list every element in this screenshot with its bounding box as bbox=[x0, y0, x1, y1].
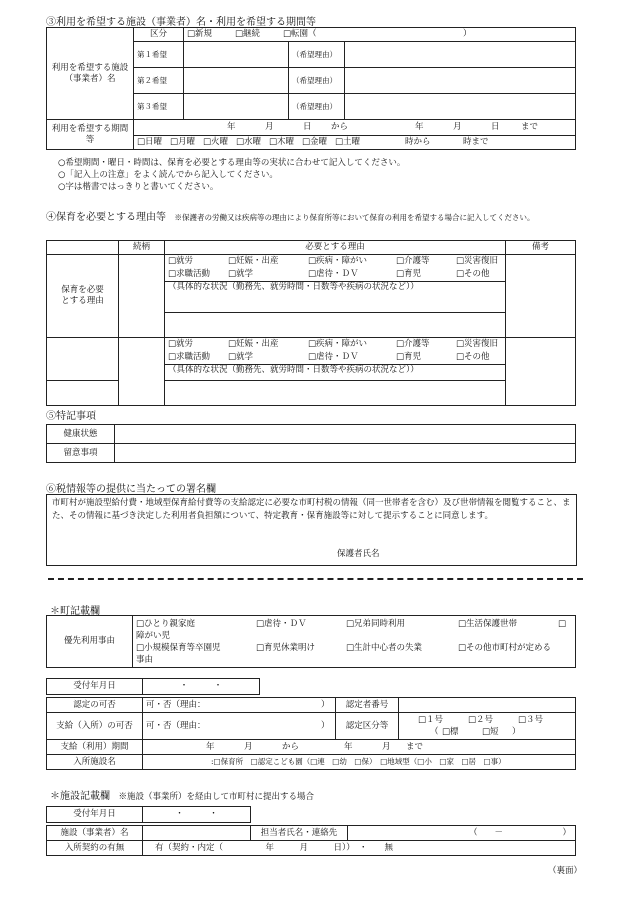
back-side-label: （裏面） bbox=[548, 866, 583, 876]
wish-1-label: 第１希望 bbox=[134, 42, 184, 68]
cert-no-field[interactable] bbox=[399, 698, 576, 713]
reason-row-label-cont bbox=[47, 338, 119, 381]
approval-field[interactable]: 可・否（理由： ） bbox=[143, 698, 336, 713]
fac-received-table bbox=[46, 806, 251, 823]
cert-class-label: 認定区分等 bbox=[336, 713, 399, 740]
reason-2-disaster[interactable]: □災害復旧 bbox=[456, 339, 499, 349]
reason-1-work[interactable]: □就労 bbox=[168, 256, 194, 266]
reason-2-detail[interactable]: （具体的な状況（勤務先、就労時間・日数等や疾病の状況など）） bbox=[165, 364, 505, 376]
remarks-2-field[interactable] bbox=[506, 338, 576, 406]
transfer-checkbox[interactable]: □転園（ bbox=[283, 29, 317, 40]
fac-received-field[interactable]: ・ ・ bbox=[143, 807, 251, 823]
kubun-options bbox=[184, 28, 576, 42]
other-town-label: 事由 bbox=[136, 654, 154, 665]
town-received-field[interactable]: ・ ・ bbox=[143, 679, 260, 695]
contract-field[interactable]: 有（契約・内定（ 年 月 日）） ・ 無 bbox=[143, 841, 576, 856]
fac-info-table bbox=[46, 825, 576, 856]
reason-1-pregnancy[interactable]: □妊娠・出産 bbox=[228, 256, 279, 266]
section4-table bbox=[46, 240, 576, 406]
section6-heading: ⑥税情報等の提供に当たっての署名欄 bbox=[46, 484, 216, 495]
facility-heading: ＊施設記載欄 ※施設（事業所）を経由して市町村に提出する場合 bbox=[50, 791, 315, 802]
reason-1-care[interactable]: □介護等 bbox=[396, 256, 430, 266]
thursday-checkbox[interactable]: □木曜 bbox=[269, 137, 295, 148]
new-checkbox[interactable]: □新規 bbox=[187, 29, 213, 40]
unemployment-checkbox[interactable]: □生計中心者の失業 bbox=[346, 642, 423, 653]
kubun-label: 区分 bbox=[134, 28, 184, 42]
reason-1-jobseeking[interactable]: □求職活動 bbox=[168, 269, 211, 279]
health-label: 健康状態 bbox=[47, 425, 115, 444]
reason-1-illness[interactable]: □疾病・障がい bbox=[308, 256, 368, 266]
reason-1-disaster[interactable]: □災害復旧 bbox=[456, 256, 499, 266]
monday-checkbox[interactable]: □月曜 bbox=[170, 137, 196, 148]
class-1-checkbox[interactable]: □１号 bbox=[418, 715, 444, 725]
wish-1-reason-label: （希望理由） bbox=[289, 42, 345, 68]
wish-3-label: 第３希望 bbox=[134, 94, 184, 120]
approval-label: 認定の可否 bbox=[47, 698, 143, 713]
reason-2-illness[interactable]: □疾病・障がい bbox=[308, 339, 368, 349]
fac-name-field[interactable] bbox=[143, 826, 251, 841]
welfare-checkbox[interactable]: □生活保護世帯 bbox=[458, 618, 518, 629]
cert-class-field: □１号 □２号 □３号 （ □標 □短 ） bbox=[399, 713, 576, 740]
facility-type-options[interactable]: :□保育所 □認定こども園（□連 □幼 □保） □地域型（□小 □家 □居 □事） bbox=[143, 755, 576, 770]
fac-name-label: 施設（事業者）名 bbox=[47, 826, 143, 841]
period-field-town[interactable]: 年 月 から 年 月 まで bbox=[143, 740, 576, 755]
other-town-checkbox[interactable]: □その他市町村が定める bbox=[458, 642, 552, 653]
wish-3-reason-field[interactable] bbox=[345, 94, 576, 120]
section3-heading: ③利用を希望する施設（事業者）名・利用を希望する期間等 bbox=[46, 17, 316, 28]
wish-1-field[interactable] bbox=[184, 42, 289, 68]
reason-1-options bbox=[165, 255, 506, 313]
friday-checkbox[interactable]: □金曜 bbox=[302, 137, 328, 148]
class-2-checkbox[interactable]: □２号 bbox=[468, 715, 494, 725]
continue-checkbox[interactable]: □継続 bbox=[235, 29, 261, 40]
reason-2-other[interactable]: □その他 bbox=[456, 352, 490, 362]
reason-1-childcare[interactable]: □育児 bbox=[396, 269, 422, 279]
reason-2-abuse[interactable]: □虐待・ＤＶ bbox=[308, 352, 359, 362]
wish-2-field[interactable] bbox=[184, 68, 289, 94]
reason-2-care[interactable]: □介護等 bbox=[396, 339, 430, 349]
priority-table bbox=[46, 615, 576, 668]
remarks-header: 備考 bbox=[506, 241, 576, 255]
wish-3-field[interactable] bbox=[184, 94, 289, 120]
tuesday-checkbox[interactable]: □火曜 bbox=[203, 137, 229, 148]
facility-name-label: 入所施設名 bbox=[47, 755, 143, 770]
relation-header: 続柄 bbox=[119, 241, 165, 255]
reason-header: 必要とする理由 bbox=[165, 241, 506, 255]
reason-2-pregnancy[interactable]: □妊娠・出産 bbox=[228, 339, 279, 349]
section3-notes: ○希望期間・曜日・時間は、保育を必要とする理由等の実状に合わせて記入してください。 ○「記入上の注意」をよく読んでから記入してください。 ○字は楷書ではっきりと書いてください。 bbox=[58, 158, 406, 192]
caution-field[interactable] bbox=[115, 444, 576, 463]
reason-2-study[interactable]: □就学 bbox=[228, 352, 254, 362]
relation-2-field[interactable] bbox=[119, 338, 165, 406]
wish-3-reason-label: （希望理由） bbox=[289, 94, 345, 120]
reason-row-label-end bbox=[47, 381, 119, 406]
payment-field[interactable]: 可・否（理由： ） bbox=[143, 713, 336, 740]
town-heading: ＊町記載欄 bbox=[50, 606, 100, 617]
single-parent-checkbox[interactable]: □ひとり親家庭 bbox=[136, 618, 196, 629]
priority-options bbox=[133, 616, 576, 668]
wednesday-checkbox[interactable]: □水曜 bbox=[236, 137, 262, 148]
remarks-1-field[interactable] bbox=[506, 255, 576, 338]
saturday-checkbox[interactable]: □土曜 bbox=[335, 137, 361, 148]
section4-heading: ④保育を必要とする理由等 ※保護者の労働又は疾病等の理由により保育所等において保育の利用を希望する場合に記入してください。 bbox=[46, 212, 535, 223]
short-checkbox[interactable]: □短 bbox=[482, 727, 499, 737]
period-dates[interactable]: 年 月 日 から 年 月 日 まで bbox=[134, 120, 576, 136]
cert-no-label: 認定者番号 bbox=[336, 698, 399, 713]
sunday-checkbox[interactable]: □日曜 bbox=[137, 137, 163, 148]
guardian-name-label: 保護者氏名 bbox=[337, 549, 380, 559]
contact-field[interactable]: （ － ） bbox=[348, 826, 576, 841]
weekday-options bbox=[134, 136, 576, 150]
abuse-checkbox[interactable]: □虐待・ＤＶ bbox=[256, 618, 307, 629]
reason-2-childcare[interactable]: □育児 bbox=[396, 352, 422, 362]
health-field[interactable] bbox=[115, 425, 576, 444]
disabled-checkbox[interactable]: □ bbox=[558, 618, 567, 629]
caution-label: 留意事項 bbox=[47, 444, 115, 463]
wish-2-reason-label: （希望理由） bbox=[289, 68, 345, 94]
period-label-town: 支給（利用）期間 bbox=[47, 740, 143, 755]
contract-label: 入所契約の有無 bbox=[47, 841, 143, 856]
wish-2-reason-field[interactable] bbox=[345, 68, 576, 94]
time-from: 時から bbox=[405, 137, 431, 148]
standard-checkbox[interactable]: □標 bbox=[442, 727, 459, 737]
class-3-checkbox[interactable]: □３号 bbox=[518, 715, 544, 725]
reason-1-study[interactable]: □就学 bbox=[228, 269, 254, 279]
small-daycare-checkbox[interactable]: □小規模保育等卒園児 bbox=[136, 642, 221, 653]
facility-wish-label: 利用を希望する施設（事業者）名 bbox=[47, 28, 134, 120]
relation-1-field[interactable] bbox=[119, 255, 165, 338]
reason-1-detail-area[interactable] bbox=[165, 313, 506, 338]
reason-1-detail[interactable]: （具体的な状況（勤務先、就労時間・日数等や疾病の状況など）） bbox=[165, 281, 505, 293]
leave-end-checkbox[interactable]: □育児休業明け bbox=[256, 642, 316, 653]
town-received-table bbox=[46, 678, 260, 695]
section3-table bbox=[46, 27, 576, 150]
contact-label: 担当者氏名・連絡先 bbox=[251, 826, 348, 841]
consent-box bbox=[46, 494, 577, 566]
town-received-label: 受付年月日 bbox=[47, 679, 143, 695]
section5-heading: ⑤特記事項 bbox=[46, 411, 96, 422]
s4-corner bbox=[47, 241, 119, 255]
section5-table bbox=[46, 424, 576, 463]
consent-text: 市町村が施設型給付費・地域型保育給付費等の支給認定に必要な市町村税の情報（同一世帯者を含む）及び世帯情報を閲覧すること、また、その情報に基づき決定した利用者負担額について、特定教育・保育施設等に対して提示することに同意します。 bbox=[52, 498, 571, 521]
reason-1-abuse[interactable]: □虐待・ＤＶ bbox=[308, 269, 359, 279]
reason-2-options bbox=[165, 338, 506, 381]
town-approval-table bbox=[46, 697, 576, 770]
disabled-label: 障がい児 bbox=[136, 630, 171, 641]
transfer-close: ） bbox=[463, 29, 472, 40]
reason-2-detail-area[interactable] bbox=[165, 381, 506, 406]
priority-label: 優先利用事由 bbox=[47, 616, 133, 668]
reason-2-work[interactable]: □就労 bbox=[168, 339, 194, 349]
reason-1-other[interactable]: □その他 bbox=[456, 269, 490, 279]
period-label: 利用を希望する期間等 bbox=[47, 120, 134, 150]
cut-line bbox=[48, 578, 583, 580]
fac-received-label: 受付年月日 bbox=[47, 807, 143, 823]
siblings-checkbox[interactable]: □兄弟同時利用 bbox=[346, 618, 406, 629]
wish-2-label: 第２希望 bbox=[134, 68, 184, 94]
reason-2-jobseeking[interactable]: □求職活動 bbox=[168, 352, 211, 362]
payment-label: 支給（入所）の可否 bbox=[47, 713, 143, 740]
wish-1-reason-field[interactable] bbox=[345, 42, 576, 68]
reason-row-label: 保育を必要とする理由 bbox=[47, 255, 119, 338]
time-to: 時まで bbox=[463, 137, 489, 148]
